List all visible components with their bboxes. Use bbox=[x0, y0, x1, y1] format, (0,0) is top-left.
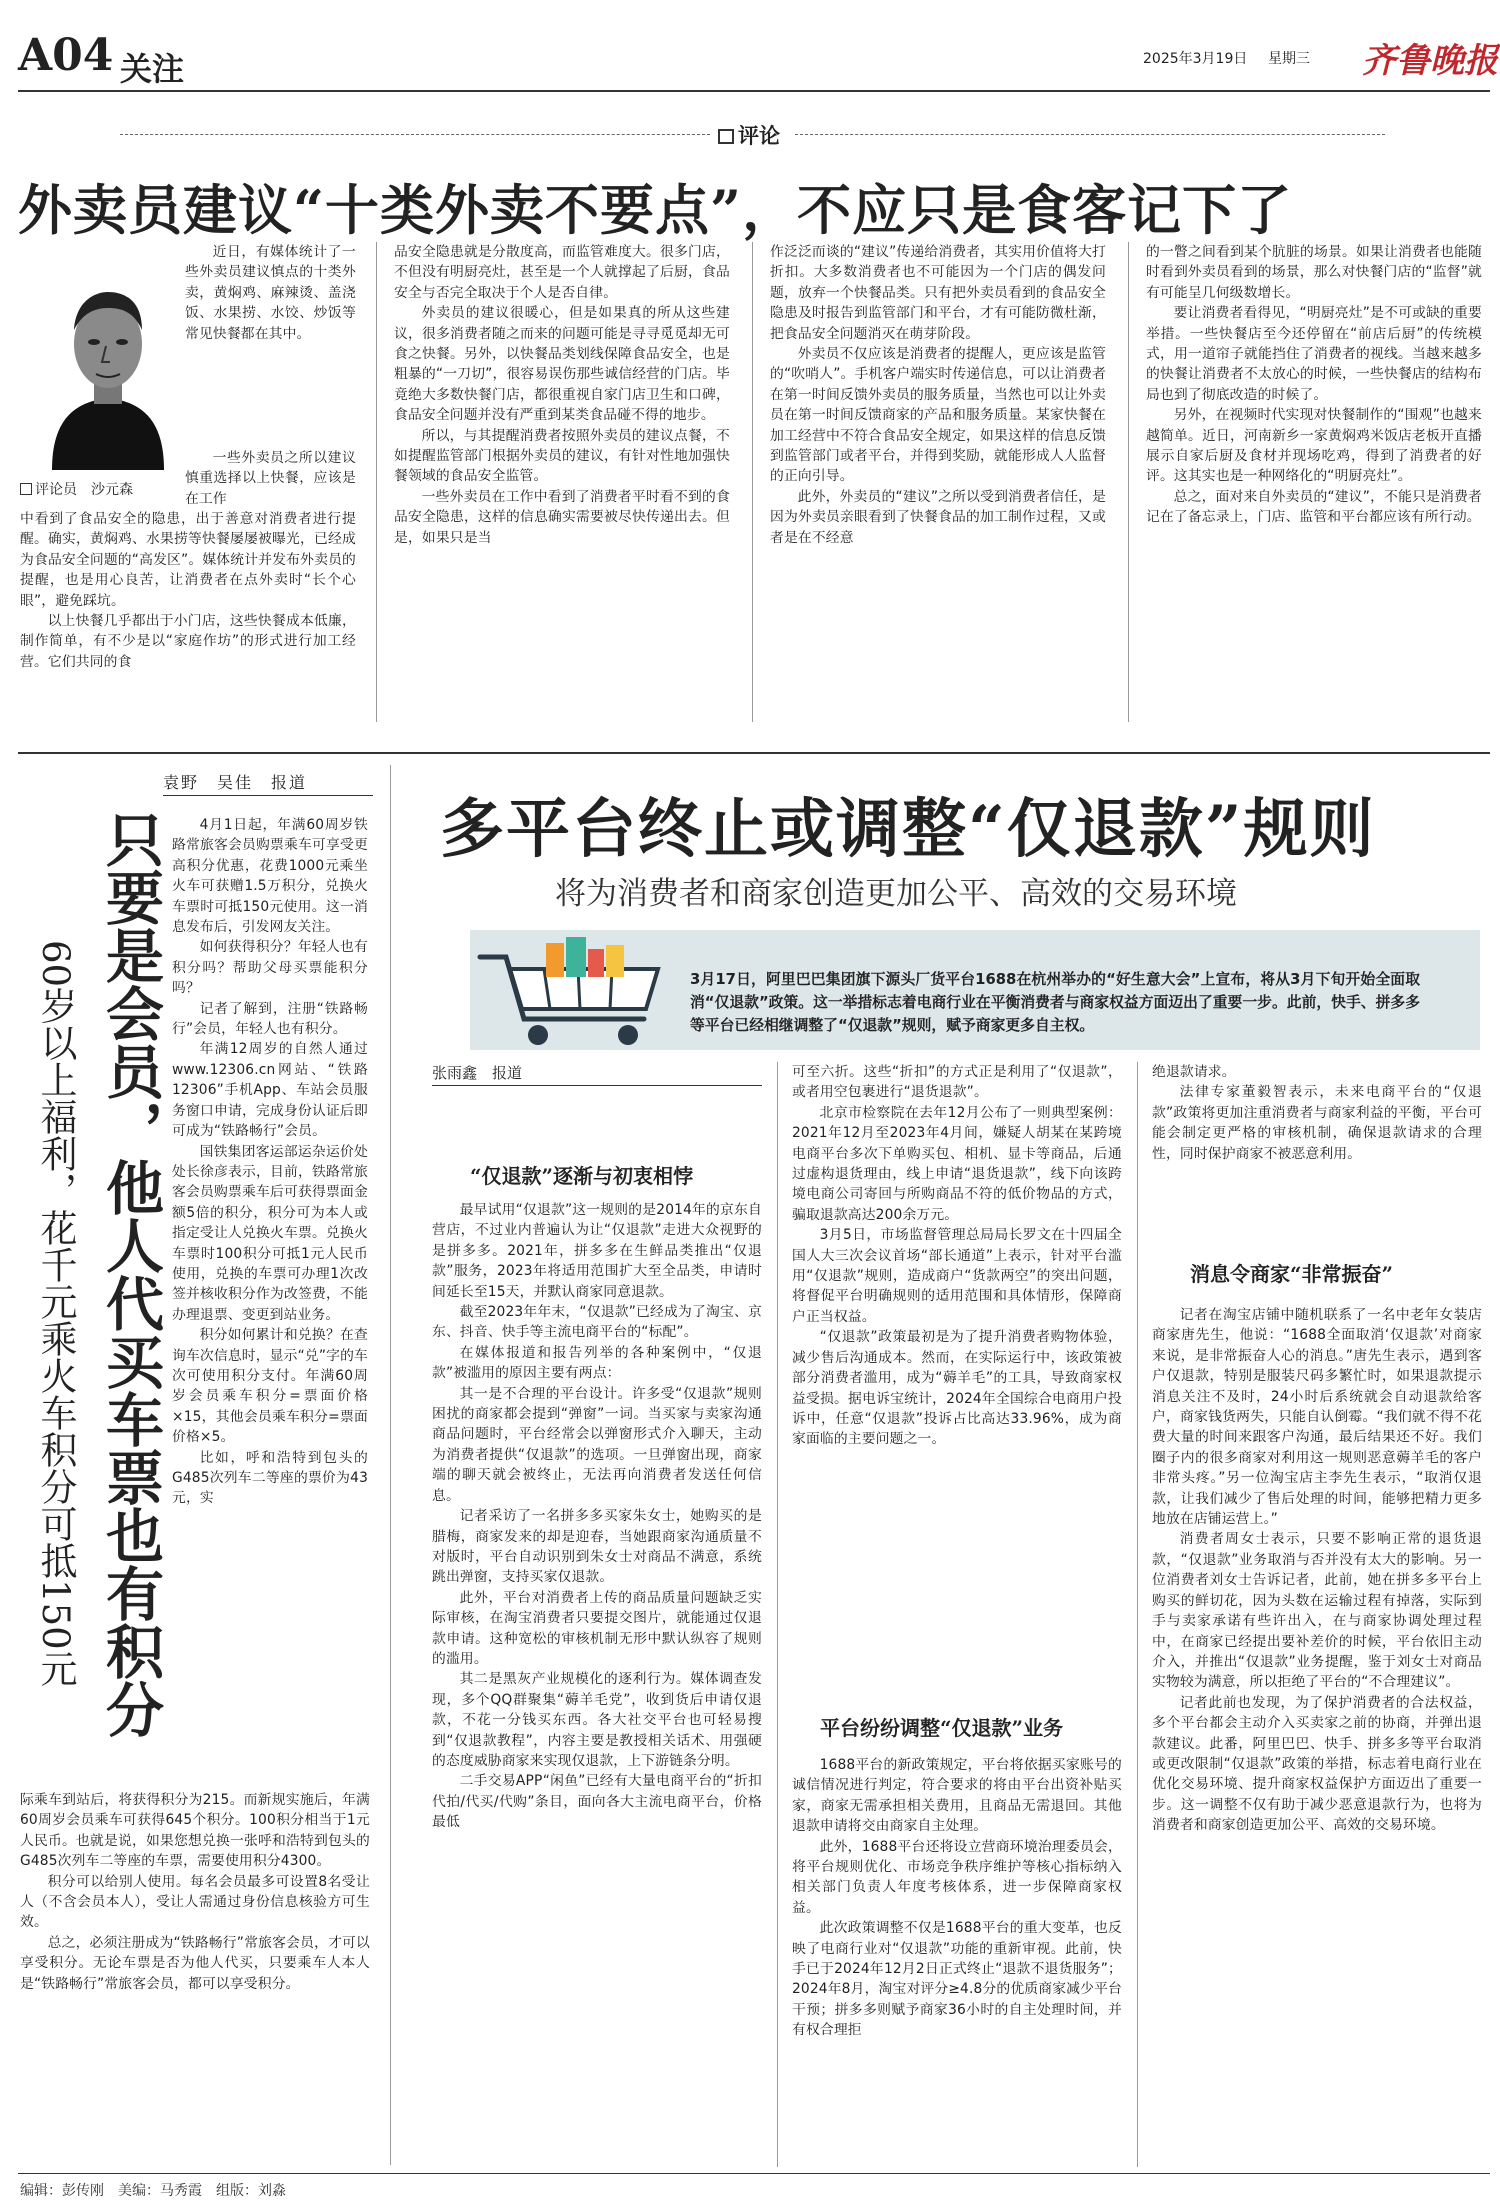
main-headline: 多平台终止或调整“仅退款”规则 bbox=[440, 792, 1376, 867]
paragraph: 近日，有媒体统计了一些外卖员建议慎点的十类外卖，黄焖鸡、麻辣烫、盖浇饭、水果捞、水饺、炒饭等常见快餐都在其中。 bbox=[185, 244, 356, 342]
rail-col-narrow bbox=[172, 815, 368, 1770]
editorial-headline: 外卖员建议“十类外卖不要点”，不应只是食客记下了 bbox=[18, 178, 1293, 242]
paragraph: 此次政策调整不仅是1688平台的重大变革，也反映了电商行业对“仅退款”功能的重新审视。此前，快手已于2024年12月2日正式终止“退款不退货服务”；2024年8月，淘宝对评分≥4.8分的优质商家减少平台干预；拼多多则赋予商家36小时的自主处理时间，并有权合理拒 bbox=[792, 1920, 1122, 2039]
paragraph: 另外，在视频时代实现对快餐制作的“围观”也越来越简单。近日，河南新乡一家黄焖鸡米饭店老板开直播展示自家后厨及食材并现场吃鸡，得到了消费者的好评。这其实也是一种网络化的“明厨亮灶”。 bbox=[1146, 407, 1482, 485]
paragraph: 总之，必须注册成为“铁路畅行”常旅客会员，才可以享受积分。无论车票是否为他人代买，只要乘车人本人是“铁路畅行”常旅客会员，都可以享受积分。 bbox=[20, 1934, 370, 1992]
paragraph: 中看到了食品安全的隐患，出于善意对消费者进行提醒。确实，黄焖鸡、水果捞等快餐屡屡被曝光，已经成为食品安全问题的“高发区”。媒体统计并发布外卖员的提醒，也是用心良苦，让消费者在点外卖时“长个心眼”，避免踩坑。 bbox=[20, 511, 356, 609]
page-number: A04 bbox=[18, 30, 114, 81]
paragraph: 在媒体报道和报告列举的各种案例中，“仅退款”被滥用的原因主要有两点： bbox=[432, 1344, 762, 1382]
column-rule bbox=[1128, 242, 1129, 722]
paragraph: 记者在淘宝店铺中随机联系了一名中老年女装店商家唐先生，他说：“1688全面取消‘仅退款’对商家来说，是非常振奋人心的消息。”唐先生表示，遇到客户仅退款，特别是服装尺码多繁忙时，如果退款提示消息关注不及时，24小时后系统就会自动退款给客户，商家钱货两失，只能自认倒霉。“我们就不得不花费大量的时间来跟客户沟通，最后结果还不好。我们圈子内的很多商家对利用这一规则恶意薅羊毛的客户非常头疼。”另一位淘宝店主李先生表示，“取消仅退款，让我们减少了售后处理的时间，能够把精力更多地放在店铺运营上。” bbox=[1152, 1307, 1482, 1528]
paragraph: 截至2023年年末，“仅退款”已经成为了淘宝、京东、抖音、快手等主流电商平台的“标配”。 bbox=[432, 1304, 762, 1341]
paragraph: 3月5日，市场监督管理总局局长罗文在十四届全国人大三次会议首场“部长通道”上表示，针对平台滥用“仅退款”规则，造成商户“货款两空”的突出问题，将督促平台明确规则的适用范围和具体情形，保障商户正当权益。 bbox=[792, 1227, 1122, 1325]
editorial-col3 bbox=[770, 242, 1106, 722]
paragraph: 外卖员不仅应该是消费者的提醒人，更应该是监管的“吹哨人”。手机客户端实时传递信息，可以让消费者在第一时间反馈外卖员的服务质量，当然也可以让外卖员在第一时间反馈商家的产品和服务质量。某家快餐在加工经营中不符合食品安全规定，如果这样的信息反馈到监管部门或者平台，并得到奖励，就能形成人人监督的正向引导。 bbox=[770, 346, 1106, 485]
paragraph: 一些外卖员在工作中看到了消费者平时看不到的食品安全隐患，这样的信息确实需要被尽快传递出去。但是，如果只是当 bbox=[394, 488, 730, 546]
section-rule bbox=[18, 752, 1490, 754]
rail-headline: 只要是会员，他人代买车票也有积分 bbox=[96, 810, 164, 1738]
paragraph: 消费者周女士表示，只要不影响正常的退货退款，“仅退款”业务取消与否并没有太大的影响。另一位消费者刘女士告诉记者，此前，她在拼多多平台上购买的鲜切花，因为头数在运输过程有掉落，实际到手与卖家承诺有些许出入，在与商家协调处理过程中，在商家已经提出要补差价的时候，平台依旧主动介入，并推出“仅退款”业务提醒，鉴于刘女士对商品实物较为满意，所以拒绝了平台的“不合理建议”。 bbox=[1152, 1531, 1482, 1691]
rail-subheadline: 60岁以上福利，花千元乘火车积分可抵150元 bbox=[34, 940, 77, 1687]
paragraph: 此外，平台对消费者上传的商品质量问题缺乏实际审核，在淘宝消费者只要提交图片，就能通过仅退款申请。这种宽松的审核机制无形中默认纵容了规则的滥用。 bbox=[432, 1589, 762, 1667]
paragraph: 绝退款请求。 bbox=[1152, 1064, 1236, 1080]
section-name: 关注 bbox=[120, 50, 185, 88]
paragraph: 记者此前也发现，为了保护消费者的合法权益，多个平台都会主动介入买卖家之前的协商，并弹出退款建议。此番，阿里巴巴、快手、拼多多等平台取消或更改限制“仅退款”政策的举措，标志着电商行业在优化交易环境、提升商家权益保护方面迈出了重要一步。这一调整不仅有助于减少恶意退款行为，也将为消费者和商家创造更加公平、高效的交易环境。 bbox=[1152, 1694, 1482, 1834]
section-tag bbox=[718, 120, 780, 150]
comment-icon bbox=[718, 129, 734, 144]
column-rule bbox=[376, 242, 377, 722]
subhead-3: 消息令商家“非常振奋” bbox=[1190, 1262, 1394, 1286]
paragraph: 其二是黑灰产业规模化的逐利行为。媒体调查发现，多个QQ群聚集“薅羊毛党”，收到货后申请仅退款，不花一分钱买东西。各大社交平台也可轻易搜到“仅退款教程”，内容主要是教授相关话术、用强硬的态度威胁商家来实现仅退款，上下游链条分明。 bbox=[432, 1671, 762, 1769]
main-col3-top bbox=[1152, 1062, 1482, 1242]
paragraph: 一些外卖员之所以建议慎重选择以上快餐，应该是在工作 bbox=[185, 450, 356, 507]
paragraph: 比如，呼和浩特到包头的G485次列车二等座的票价为43元，实 bbox=[172, 1449, 368, 1507]
paragraph: 此外，外卖员的“建议”之所以受到消费者信任，是因为外卖员亲眼看到了快餐食品的加工制作过程，又或者是在不经意 bbox=[770, 488, 1106, 546]
shopping-cart-icon bbox=[468, 935, 678, 1055]
main-col3-bottom bbox=[1152, 1305, 1482, 2167]
paragraph: 北京市检察院在去年12月公布了一则典型案例：2021年12月至2023年4月间，嫌疑人胡某在某跨境电商平台多次下单购买包、相机、显卡等商品，后通过虚构退货理由，线上申请“退货退款”，线下向该跨境电商公司寄回与所购商品不符的低价物品的方式，骗取退款高达200余万元。 bbox=[792, 1104, 1122, 1223]
divider bbox=[163, 795, 373, 796]
author-portrait bbox=[44, 270, 172, 470]
comment-icon bbox=[20, 483, 32, 495]
issue-date: 2025年3月19日 bbox=[1143, 51, 1248, 67]
main-col2-top bbox=[792, 1062, 1122, 1702]
issue-weekday: 星期三 bbox=[1268, 51, 1310, 67]
paragraph: 的一瞥之间看到某个肮脏的场景。如果让消费者也能随时看到外卖员看到的场景，那么对快餐门店的“监督”就有可能呈几何级数增长。 bbox=[1146, 244, 1482, 301]
divider bbox=[795, 134, 1385, 135]
main-subheadline: 将为消费者和商家创造更加公平、高效的交易环境 bbox=[555, 876, 1237, 912]
page-credits: 编辑：彭传刚 美编：马秀霞 组版：刘淼 bbox=[20, 2183, 286, 2199]
paragraph: 记者了解到，注册“铁路畅行”会员，年轻人也有积分。 bbox=[172, 1000, 368, 1038]
main-col1 bbox=[432, 1200, 762, 2168]
paragraph: 其一是不合理的平台设计。许多受“仅退款”规则困扰的商家都会提到“弹窗”一词。当买家与卖家沟通商品问题时，平台经常会以弹窗形式介入聊天，主动为消费者提供“仅退款”的选项。一旦弹窗出现，商家端的聊天就会被终止，无法再向消费者发送任何信息。 bbox=[432, 1385, 762, 1504]
paragraph: 年满12周岁的自然人通过www.12306.cn网站、“铁路12306”手机App、车站会员服务窗口申请，完成身份认证后即可成为“铁路畅行”会员。 bbox=[172, 1041, 368, 1140]
reporter-credit: 张雨鑫 报道 bbox=[432, 1064, 523, 1082]
paragraph: 以上快餐几乎都出于小门店，这些快餐成本低廉，制作简单，有不少是以“家庭作坊”的形式进行加工经营。它们共同的食 bbox=[20, 613, 356, 670]
paragraph: 要让消费者看得见，“明厨亮灶”是不可或缺的重要举措。一些快餐店至今还停留在“前店后厨”的传统模式，用一道帘子就能挡住了消费者的视线。当越来越多的快餐让消费者不太放心的时候，一些快餐店的结构布局也到了彻底改造的时候了。 bbox=[1146, 305, 1482, 403]
paragraph: 二手交易APP“闲鱼”已经有大量电商平台的“折扣代拍/代买/代购”条目，面向各大主流电商平台，价格最低 bbox=[432, 1773, 762, 1831]
subhead-2: 平台纷纷调整“仅退款”业务 bbox=[820, 1716, 1064, 1740]
author-byline bbox=[20, 479, 133, 499]
paragraph: 总之，面对来自外卖员的“建议”，不能只是消费者记在了备忘录上，门店、监管和平台都应该有所行动。 bbox=[1146, 488, 1482, 526]
header-rule bbox=[18, 90, 1490, 92]
paragraph: 4月1日起，年满60周岁铁路常旅客会员购票乘车可享受更高积分优惠，花费1000元乘坐火车可获赠1.5万积分，兑换火车票时可抵150元使用。这一消息发布后，引发网友关注。 bbox=[172, 817, 368, 936]
footer-rule bbox=[18, 2173, 1490, 2174]
column-rule bbox=[777, 1062, 778, 2167]
paragraph: 记者采访了一名拼多多买家朱女士，她购买的是腊梅，商家发来的却是迎春，当她跟商家沟通质量不对版时，平台自动识别到朱女士对商品不满意，系统跳出弹窗，支持买家仅退款。 bbox=[432, 1508, 762, 1586]
paragraph: 作泛泛而谈的“建议”传递给消费者，其实用价值将大打折扣。大多数消费者也不可能因为一个门店的偶发问题，放弃一个快餐品类。只有把外卖员看到的食品安全隐患及时报告到监管部门和平台，才有可能防微杜渐，把食品安全问题消灭在萌芽阶段。 bbox=[770, 244, 1106, 342]
column-rule bbox=[1137, 1062, 1138, 2167]
paragraph: 所以，与其提醒消费者按照外卖员的建议点餐，不如提醒监管部门根据外卖员的建议，有针对性地加强快餐领域的食品安全监管。 bbox=[394, 427, 730, 485]
paragraph: “仅退款”政策最初是为了提升消费者购物体验，减少售后沟通成本。然而，在实际运行中，该政策被部分消费者滥用，成为“薅羊毛”的工具，导致商家权益受损。据电诉宝统计，2024年全国综合电商用户投诉中，任意“仅退款”投诉占比高达33.96%，成为商家面临的主要问题之一。 bbox=[792, 1329, 1122, 1448]
paragraph: 最早试用“仅退款”这一规则的是2014年的京东自营店，不过业内普遍认为让“仅退款”走进大众视野的是拼多多。2021年，拼多多在生鲜品类推出“仅退款”服务，2023年将适用范围扩大至全品类，申请时间延长至15天，并默认商家同意退款。 bbox=[432, 1202, 762, 1300]
column-rule bbox=[752, 242, 753, 722]
subhead-1: “仅退款”逐渐与初衷相悖 bbox=[470, 1164, 694, 1188]
column-rule bbox=[390, 765, 391, 2165]
section-tag-label: 评论 bbox=[738, 124, 780, 148]
editorial-col1-bottom bbox=[20, 509, 356, 672]
newspaper-logo: 齐鲁晚报 bbox=[1362, 41, 1498, 81]
editorial-col1-top bbox=[185, 242, 356, 344]
divider bbox=[432, 1085, 762, 1086]
paragraph: 国铁集团客运部运杂运价处处长徐彦表示，目前，铁路常旅客会员购票乘车后可获得票面金额5倍的积分，积分可为本人或指定受让人兑换火车票。兑换火车票时100积分可抵1元人民币使用，兑换的车票可办理1次改签并核收积分作为改签费，不能办理退票、变更到站业务。 bbox=[172, 1143, 368, 1323]
author-name: 评论员 沙元森 bbox=[35, 482, 133, 498]
paragraph: 品安全隐患就是分散度高，而监管难度大。很多门店，不但没有明厨亮灶，甚至是一个人就撑起了后厨，食品安全与否完全取决于个人是否自律。 bbox=[394, 244, 730, 301]
lead-paragraph: 3月17日，阿里巴巴集团旗下源头厂货平台1688在杭州举办的“好生意大会”上宣布，将从3月下旬开始全面取消“仅退款”政策。这一举措标志着电商行业在平衡消费者与商家权益方面迈出了重要一步。此前，快手、拼多多等平台已经相继调整了“仅退款”规则，赋予商家更多自主权。 bbox=[690, 971, 1420, 1034]
paragraph: 积分可以给别人使用。每名会员最多可设置8名受让人（不含会员本人），受让人需通过身份信息核验方可生效。 bbox=[20, 1873, 370, 1931]
rail-credit: 袁野 吴佳 报道 bbox=[163, 773, 308, 792]
paragraph: 积分如何累计和兑换？在查询车次信息时，显示“兑”字的车次可使用积分支付。年满60周岁会员乘车积分=票面价格×15，其他会员乘车积分=票面价格×5。 bbox=[172, 1327, 368, 1446]
paragraph: 际乘车到站后，将获得积分为215。而新规实施后，年满60周岁会员乘车可获得645个积分。100积分相当于1元人民币。也就是说，如果您想兑换一张呼和浩特到包头的G485次列车二等座的车票，需要使用积分4300。 bbox=[20, 1792, 370, 1870]
paragraph: 可至六折。这些“折扣”的方式正是利用了“仅退款”，或者用空包裹进行“退货退款”。 bbox=[792, 1064, 1122, 1101]
paragraph: 1688平台的新政策规定，平台将依据买家账号的诚信情况进行判定，符合要求的将由平台出资补贴买家，商家无需承担相关费用，且商品无需退回。其他退款申请将交由商家自主处理。 bbox=[792, 1757, 1122, 1835]
paragraph: 此外，1688平台还将设立营商环境治理委员会，将平台规则优化、市场竞争秩序维护等核心指标纳入相关部门负责人年度考核体系，进一步保障商家权益。 bbox=[792, 1838, 1122, 1916]
editorial-col4 bbox=[1146, 242, 1482, 722]
rail-col-wide bbox=[20, 1790, 370, 2165]
paragraph: 外卖员的建议很暖心，但是如果真的所从这些建议，很多消费者随之而来的问题可能是寻寻觅觅却无可食之快餐。另外，以快餐品类划线保障食品安全，也是粗暴的“一刀切”，很容易误伤那些诚信经营的门店。毕竟绝大多数快餐门店，都很重视自家门店卫生和口碑，食品安全问题并没有严重到某类食品碰不得的地步。 bbox=[394, 305, 730, 424]
divider bbox=[120, 134, 710, 135]
editorial-col1-mid bbox=[185, 448, 356, 509]
paragraph: 如何获得积分？年轻人也有积分吗？帮助父母买票能积分吗？ bbox=[172, 939, 368, 997]
editorial-col2 bbox=[394, 242, 730, 722]
paragraph: 法律专家董毅智表示，未来电商平台的“仅退款”政策将更加注重消费者与商家利益的平衡，平台可能会制定更严格的审核机制，确保退款请求的合理性，同时保护商家不被恶意利用。 bbox=[1152, 1084, 1482, 1162]
main-col2-bottom bbox=[792, 1755, 1122, 2167]
